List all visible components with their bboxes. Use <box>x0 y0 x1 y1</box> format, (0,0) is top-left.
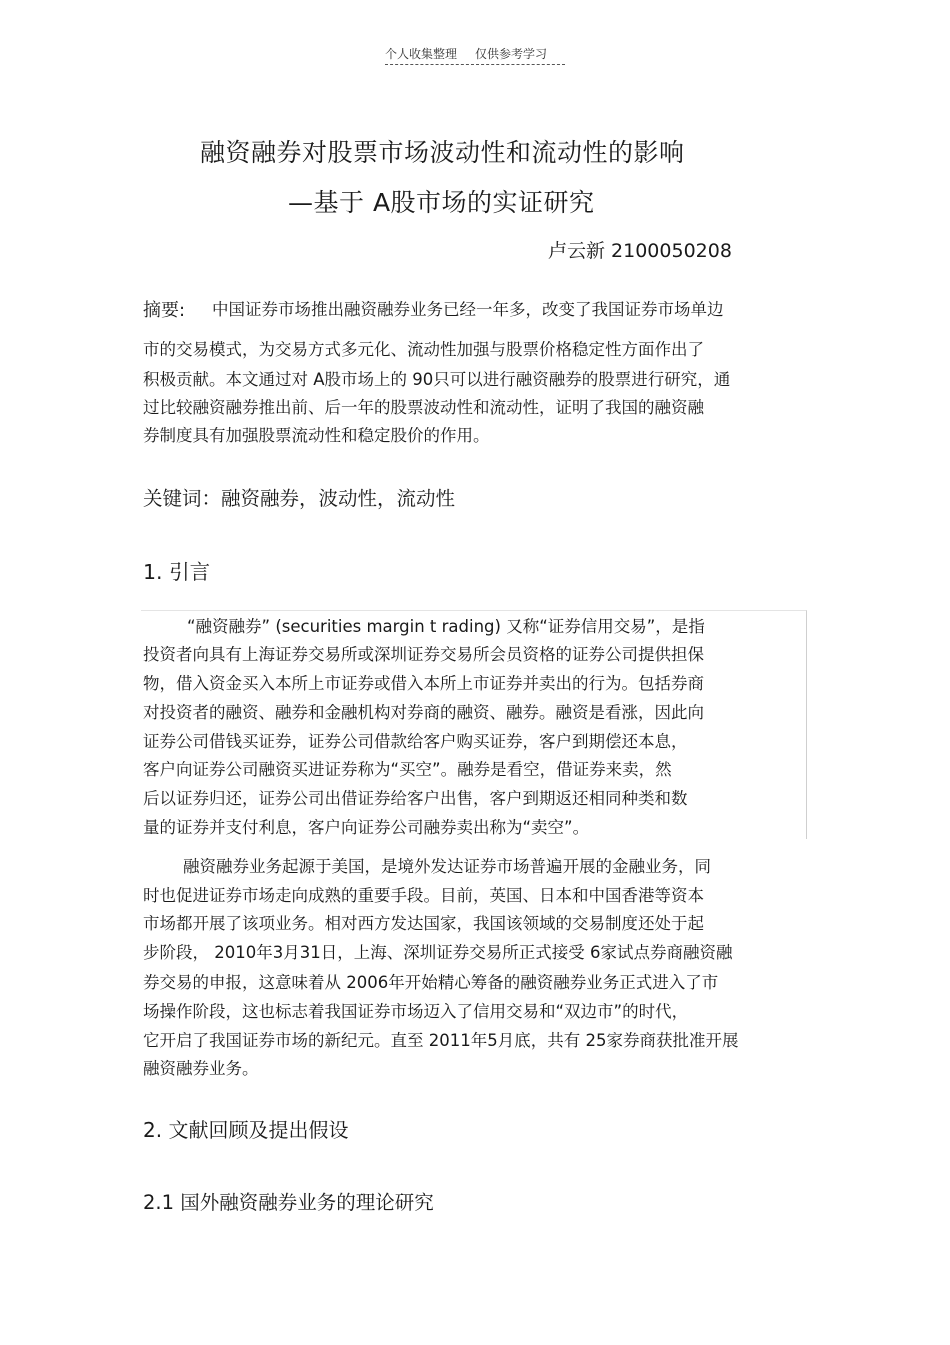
section-1-heading: 1. 引言 <box>143 560 211 584</box>
intro-para2-line: 融资融券业务起源于美国，是境外发达证券市场普遍开展的金融业务，同 <box>183 857 711 876</box>
intro-para2-line: 步阶段， 2010年3月31日，上海、深圳证券交易所正式接受 6家试点券商融资融 <box>143 943 733 962</box>
intro-para2-line: 场操作阶段，这也标志着我国证券市场迈入了信用交易和“双边市”的时代， <box>143 1002 689 1021</box>
page-header <box>385 45 565 65</box>
title-line-2: —基于 A股市场的实证研究 <box>288 188 595 217</box>
header-right-text: 仅供参考学习 <box>475 47 548 61</box>
intro-para1-line: 物，借入资金买入本所上市证券或借入本所上市证券并卖出的行为。包括券商 <box>143 674 704 693</box>
section-2-1-heading: 2.1 国外融资融券业务的理论研究 <box>143 1191 434 1214</box>
section-2-heading: 2. 文献回顾及提出假设 <box>143 1118 349 1142</box>
intro-para2-line: 时也促进证券市场走向成熟的重要手段。目前，英国、日本和中国香港等资本 <box>143 886 704 905</box>
keywords: 关键词：融资融券，波动性，流动性 <box>143 487 456 510</box>
author-line: 卢云新 2100050208 <box>548 240 732 262</box>
abstract-label: 摘要: <box>143 300 186 321</box>
intro-para1-line: 后以证券归还，证券公司出借证券给客户出售，客户到期返还相同种类和数 <box>143 789 688 808</box>
intro-para2-line: 券交易的申报，这意味着从 2006年开始精心筹备的融资融券业务正式进入了市 <box>143 973 719 992</box>
header-left-text: 个人收集整理 <box>385 47 458 61</box>
intro-para1-line: 投资者向具有上海证券交易所或深圳证券交易所会员资格的证券公司提供担保 <box>143 645 704 664</box>
intro-para2-line: 融资融券业务。 <box>143 1059 259 1078</box>
intro-para1-line: “融资融券” (securities margin t rading) 又称“证券信用交易”，是指 <box>187 617 705 636</box>
abstract-line: 过比较融资融券推出前、后一年的股票波动性和流动性，证明了我国的融资融 <box>143 398 704 417</box>
intro-para1-line: 对投资者的融资、融券和金融机构对券商的融资、融券。融资是看涨，因此向 <box>143 703 704 722</box>
abstract-line: 中国证券市场推出融资融券业务已经一年多，改变了我国证券市场单边 <box>212 300 724 319</box>
abstract-line: 积极贡献。本文通过对 A股市场上的 90只可以进行融资融券的股票进行研究，通 <box>143 370 731 389</box>
intro-para2-line: 市场都开展了该项业务。相对西方发达国家，我国该领域的交易制度还处于起 <box>143 914 704 933</box>
abstract-line: 市的交易模式，为交易方式多元化、流动性加强与股票价格稳定性方面作出了 <box>143 340 704 359</box>
intro-para1-line: 证券公司借钱买证券，证券公司借款给客户购买证券，客户到期偿还本息， <box>143 732 688 751</box>
title-line-1: 融资融券对股票市场波动性和流动性的影响 <box>200 138 685 167</box>
intro-para1-line: 量的证券并支付利息，客户向证券公司融券卖出称为“卖空”。 <box>143 818 590 837</box>
intro-para1-line: 客户向证券公司融资买进证券称为“买空”。融券是看空，借证券来卖，然 <box>143 760 672 779</box>
intro-para2-line: 它开启了我国证券市场的新纪元。直至 2011年5月底，共有 25家券商获批准开展 <box>143 1031 739 1050</box>
abstract-line: 券制度具有加强股票流动性和稳定股价的作用。 <box>143 426 490 445</box>
